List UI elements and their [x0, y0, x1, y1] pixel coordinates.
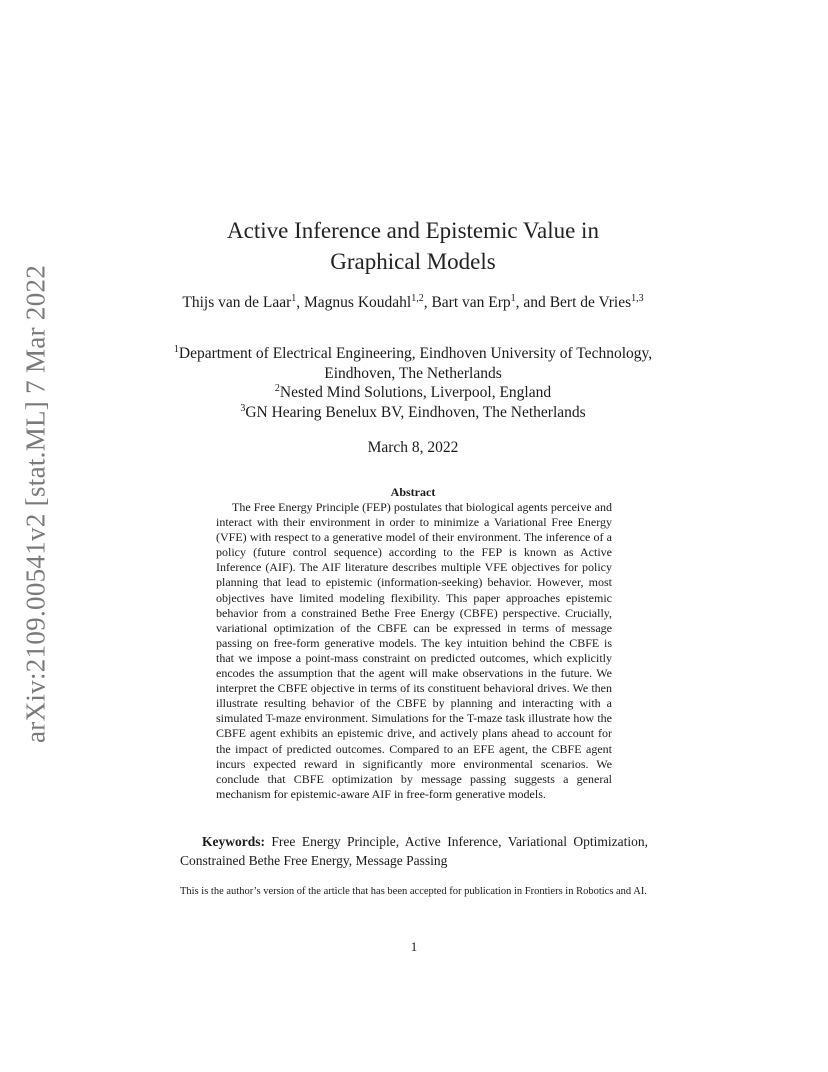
- publication-date: March 8, 2022: [367, 439, 459, 456]
- affiliation-list: [150, 344, 676, 422]
- affiliation-text: Department of Electrical Engineering, Eindhoven University of Technology, Eindhoven, The Netherlands: [178, 345, 653, 382]
- affiliation-mark: 1: [173, 343, 179, 355]
- keywords-paragraph: [180, 833, 648, 870]
- author-name: Thijs van de Laar: [182, 294, 292, 311]
- author-name: Bart van Erp: [431, 294, 511, 311]
- arxiv-identifier: arXiv:2109.00541v2 [stat.ML] 7 Mar 2022: [20, 264, 51, 744]
- author-separator: ,: [296, 294, 305, 311]
- author-list: [172, 292, 654, 314]
- abstract-heading: Abstract: [390, 485, 436, 499]
- author-affiliation-mark: 1,3: [631, 292, 644, 304]
- author-affiliation-mark: 1,2: [411, 292, 424, 304]
- affiliation-item: [150, 344, 676, 383]
- affiliation-item: [150, 383, 676, 403]
- affiliation-text: GN Hearing Benelux BV, Eindhoven, The Netherlands: [245, 403, 586, 421]
- title-line-2: Graphical Models: [330, 249, 496, 274]
- page-number: 1: [410, 939, 418, 954]
- publication-note: This is the author’s version of the article that has been accepted for publication in Frontiers in Robotics and AI.: [180, 886, 647, 897]
- author-name: Bert de Vries: [549, 294, 632, 311]
- paper-title: [180, 215, 646, 277]
- keywords-label: Keywords:: [202, 834, 265, 849]
- affiliation-text: Nested Mind Solutions, Liverpool, England: [279, 384, 552, 401]
- affiliation-item: [150, 403, 676, 423]
- title-line-1: Active Inference and Epistemic Value in: [227, 218, 599, 243]
- author-separator: ,: [423, 294, 432, 311]
- author-affiliation-mark: 1: [291, 292, 297, 304]
- author-name: Magnus Koudahl: [304, 294, 412, 311]
- abstract-body: The Free Energy Principle (FEP) postulates that biological agents perceive and interact with their environment in order to minimize a Variational Free Energy (VFE) with respect to a generative model of their environment. The inference of a policy (future control sequence) according to the FEP is known as Active Inference (AIF). The AIF literature describes multiple VFE objectives for policy planning that lead to epistemic (information-seeking) behavior. However, most objectives have limited modeling flexibility. This paper approaches epistemic behavior from a constrained Bethe Free Energy (CBFE) perspective. Crucially, variational optimization of the CBFE can be expressed in terms of message passing on free-form generative models. The key intuition behind the CBFE is that we impose a point-mass constraint on predicted outcomes, which explicitly encodes the assumption that the agent will make observations in the future. We interpret the CBFE objective in terms of its constituent behavioral drives. We then illustrate resulting behavior of the CBFE by planning and interacting with a simulated T-maze environment. Simulations for the T-maze task illustrate how the CBFE agent exhibits an epistemic drive, and actively plans ahead to account for the impact of predicted outcomes. Compared to an EFE agent, the CBFE agent incurs expected reward in significantly more environmental scenarios. We conclude that CBFE optimization by message passing suggests a general mechanism for epistemic-aware AIF in free-form generative models.: [216, 500, 612, 801]
- affiliation-mark: 3: [240, 402, 246, 414]
- keywords-list: Free Energy Principle, Active Inference, Variational Optimization, Constrained Bethe Free Energy, Message Passing: [180, 834, 648, 868]
- author-separator: , and: [515, 294, 550, 311]
- author-affiliation-mark: 1: [510, 292, 516, 304]
- affiliation-mark: 2: [274, 382, 280, 394]
